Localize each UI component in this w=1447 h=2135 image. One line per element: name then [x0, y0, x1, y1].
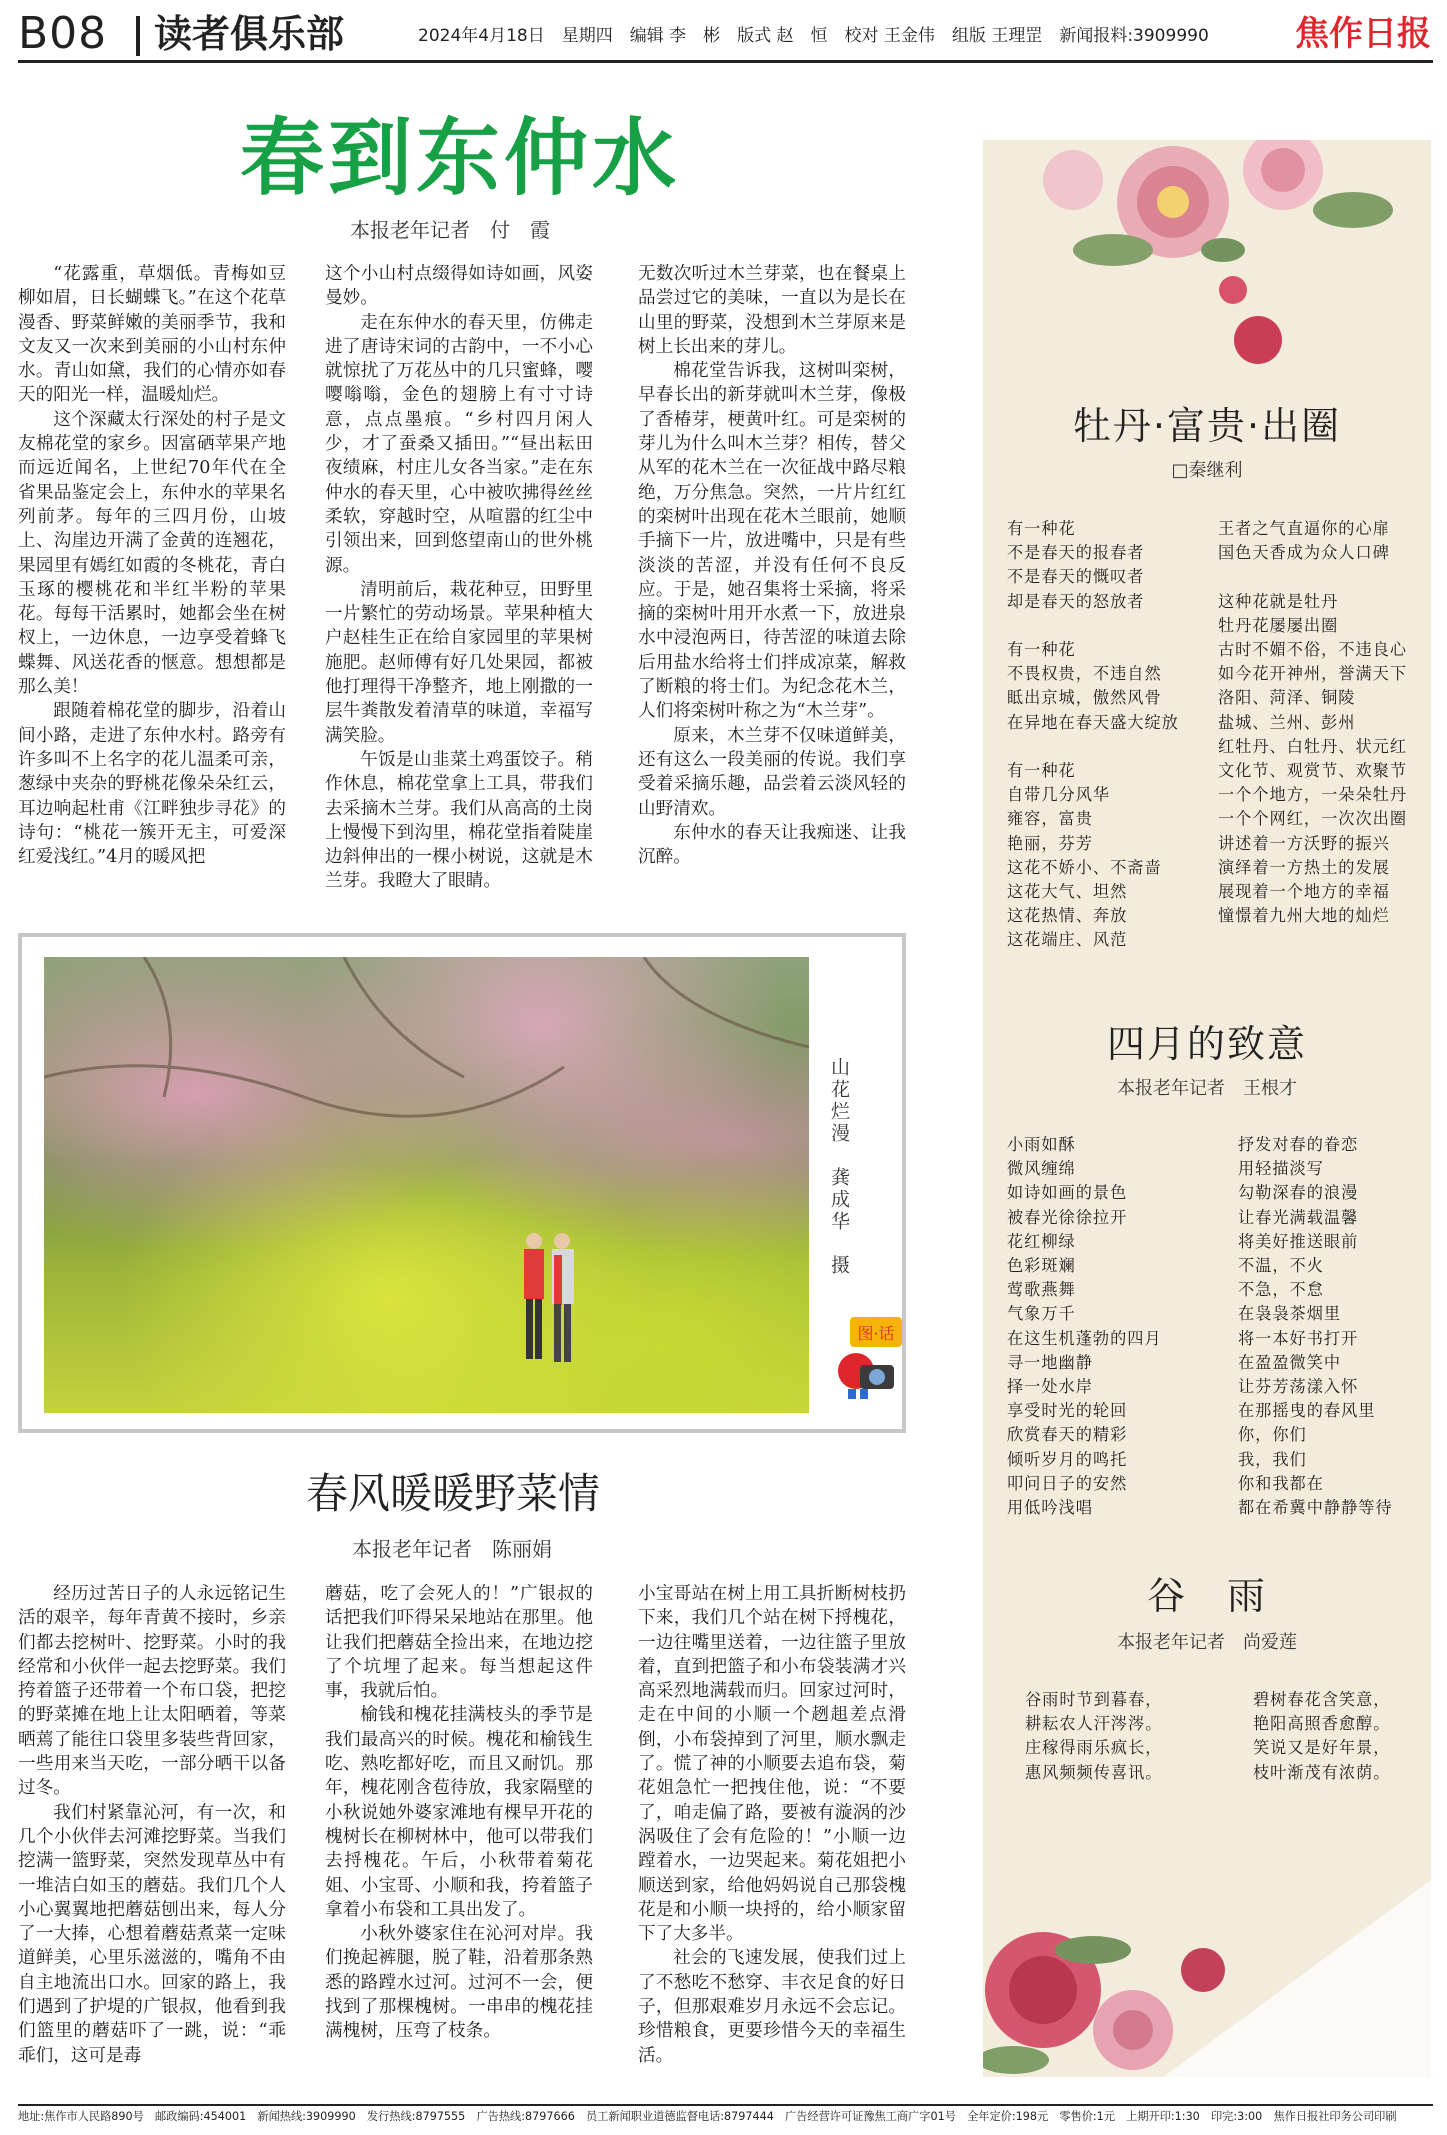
- poem-text-right: 王者之气直逼你的心扉 国色天香成为众人口碑 这种花就是牡丹 牡丹花屡屡出圈 古时不媚不俗，不违良心 如今花开神州，誉满天下 洛阳、菏泽、铜陵 盐城、兰州、彭州 红牡丹、白牡丹、状元红 文化节、观赏节、欢聚节 一个个地方，一朵朵牡丹 一个个网红，一次次出圈 讲述着一方沃野的振兴 演绎着一方热土的发展 展现着一个地方的幸福 憧憬着九州大地的灿烂: [1218, 519, 1408, 926]
- edition-info: 2024年4月18日 星期四 编辑 李 彬 版式 赵 恒 校对 王金伟 组版 王理罡 新闻报料:3909990: [418, 26, 1209, 46]
- page-header: [18, 10, 1433, 63]
- article-column-3: [638, 1582, 906, 2068]
- paragraph: 社会的飞速发展，使我们过上了不愁吃不愁穿、丰衣足食的好日子，但那艰难岁月永远不会忘记。珍惜粮食，更要珍惜今天的幸福生活。: [638, 1948, 906, 2066]
- paragraph: “花露重，草烟低。青梅如豆柳如眉，日长蝴蝶飞。”在这个花草漫香、野菜鲜嫩的美丽季节，我和文友又一次来到美丽的小山村东仲水。青山如黛，我们的心情亦如春天的阳光一样，温暖灿烂。: [18, 264, 286, 406]
- article-column-1: [18, 262, 286, 869]
- tree-branches: [44, 957, 809, 1413]
- two-women-figures: [514, 1225, 584, 1375]
- paragraph: 走在东仲水的春天里，仿佛走进了唐诗宋词的古韵中，一不小心就惊扰了万花丛中的几只蜜蜂，嘤嘤嗡嗡，金色的翅膀上有寸寸诗意，点点墨痕。“乡村四月闲人少，才了蚕桑又插田。”“昼出耘田夜绩麻，村庄儿女各当家。”走在东仲水的春天里，心中被吹拂得丝丝柔软，穿越时空，从喧嚣的红尘中引领出来，回到悠望南山的世外桃源。: [325, 312, 593, 576]
- photo-box: [18, 933, 906, 1433]
- paragraph: 清明前后，栽花种豆，田野里一片繁忙的劳动场景。苹果种植大户赵桂生正在给自家园里的苹果树施肥。赵师傅有好几处果园，都被他打理得干净整齐，地上刚撒的一层牛粪散发着清草的味道，幸福写满笑脸。: [325, 579, 593, 746]
- paragraph: 无数次听过木兰芽菜，也在餐桌上品尝过它的美味，一直以为是长在山里的野菜，没想到木兰芽原来是树上长出来的芽儿。: [638, 264, 906, 357]
- page-number: B08: [18, 8, 108, 59]
- poem-text-left: 小雨如酥 微风缠绵 如诗如画的景色 被春光徐徐拉开 花红柳绿 色彩斑斓 莺歌燕舞 气象万千 在这生机蓬勃的四月 寻一地幽静 择一处水岸 享受时光的轮回 欣赏春天的精彩 倾听岁月的鸣托 叩问日子的安然 用低吟浅唱: [1007, 1135, 1162, 1518]
- poem-title: 牡丹·富贵·出圈: [1072, 404, 1342, 448]
- paragraph: 东仲水的春天让我痴迷、让我沉醉。: [638, 822, 906, 868]
- poem-text-left: 有一种花 不是春天的报春者 不是春天的慨叹者 却是春天的怒放者 有一种花 不畏权贵，不违自然 眡出京城，傲然风骨 在异地在春天盛大绽放 有一种花 自带几分风华 雍容，富贵 艳丽，芬芳 这花不娇小、不斋啬 这花大气、坦然 这花热情、奔放 这花端庄、风范: [1007, 519, 1179, 950]
- poem-author: 本报老年记者 尚爱莲: [1117, 1632, 1297, 1653]
- article-title: 春到东仲水: [240, 109, 681, 207]
- article-column-2: [325, 1582, 593, 2044]
- poem-text-right: 抒发对春的眷恋 用轻描淡写 勾勒深春的浪漫 让春光满载温馨 将美好推送眼前 不温，不火 不急，不怠 在袅袅茶烟里 将一本好书打开 在盈盈微笑中 让芬芳荡漾入怀 在那摇曳的春风里 你，你们 我，我们 你和我都在 都在希冀中静静等待: [1238, 1135, 1393, 1518]
- paragraph: 榆钱和槐花挂满枝头的季节是我们最高兴的时候。槐花和榆钱生吃、熟吃都好吃，而且又耐饥。那年，槐花刚含苞待放，我家隔壁的小秋说她外婆家滩地有棵早开花的槐树长在柳树林中，他可以带我们去捋槐花。午后，小秋带着菊花姐、小宝哥、小顺和我，挎着篮子拿着小布袋和工具出发了。: [325, 1705, 593, 1920]
- paragraph: 棉花堂告诉我，这树叫栾树，早春长出的新芽就叫木兰芽，像极了香椿芽，梗黄叶红。可是栾树的芽儿为什么叫木兰芽？相传，替父从军的花木兰在一次征战中路尽粮绝，万分焦急。突然，一片片红红的栾树叶出现在花木兰眼前，她顺手摘下一片，放进嘴中，只是有些淡淡的苦涩，并没有任何不良反应。于是，她召集将士采摘，将采摘的栾树叶用开水煮一下，放进泉水中浸泡两日，待苦涩的味道去除后用盐水给将士们拌成凉菜，解救了断粮的将士们。为纪念花木兰，人们将栾树叶称之为“木兰芽”。: [638, 361, 906, 722]
- paragraph: 蘑菇，吃了会死人的！”广银叔的话把我们吓得呆呆地站在那里。他让我们把蘑菇全捡出来，在地边挖了个坑埋了起来。每当想起这件事，我就后怕。: [325, 1584, 593, 1702]
- camera-mascot-icon: [834, 1315, 904, 1401]
- section-title: 读者俱乐部: [154, 12, 345, 56]
- paragraph: 经历过苦日子的人永远铭记生活的艰辛，每年青黄不接时，乡亲们都去挖树叶、挖野菜。小时的我经常和小伙伴一起去挖野菜。我们挎着篮子还带着一个布口袋，把挖的野菜摊在地上让太阳晒着，等菜晒蔫了能往口袋里多装些背回家，一些用来当天吃，一部分晒干以备过冬。: [18, 1584, 286, 1799]
- newspaper-logo: 焦作日报: [1295, 14, 1431, 54]
- paragraph: 这个深藏太行深处的村子是文友棉花堂的家乡。因富硒苹果产地而远近闻名，上世纪70年代在全省果品鉴定会上，东仲水的苹果名列前茅。每年的三四月份，山坡上、沟崖边开满了金黄的连翘花，果园里有嫣红如霞的冬桃花，青白玉琢的樱桃花和半红半粉的苹果花。每每干活累时，她都会坐在树杈上，一边休息，一边享受着蜂飞蝶舞、风送花香的惬意。想想都是那么美！: [18, 409, 286, 698]
- page-footer: 地址:焦作市人民路890号 邮政编码:454001 新闻热线:3909990 发行热线:8797555 广告热线:8797666 员工新闻职业道德监督电话:8797444 广告经营许可证豫焦工商广字01号 全年定价:198元 零售价:1元 上期开印:1:30 印完:3:00 焦作日报社印务公司印刷: [18, 2104, 1433, 2128]
- paragraph: 这个小山村点缀得如诗如画，风姿曼妙。: [325, 264, 593, 309]
- poetry-panel: [983, 140, 1431, 2077]
- paragraph: 我们村紧靠沁河，有一次，和几个小伙伴去河滩挖野菜。当我们挖满一篮野菜，突然发现草丛中有一堆洁白如玉的蘑菇。我们几个人小心翼翼地把蘑菇刨出来，每人分了一大捧，心想着蘑菇煮菜一定味道鲜美，心里乐滋滋的，嘴角不由自主地流出口水。回家的路上，我们遇到了护堤的广银叔，他看到我们篮里的蘑菇吓了一跳，说：“乖乖们，这可是毒: [18, 1802, 286, 2066]
- landscape-photo: [44, 957, 809, 1413]
- article-column-2: [325, 262, 593, 894]
- paragraph: 原来，木兰芽不仅味道鲜美，还有这么一段美丽的传说。我们享受着采摘乐趣，品尝着云淡风轻的山野清欢。: [638, 725, 906, 819]
- paragraph: 跟随着棉花堂的脚步，沿着山间小路，走进了东仲水村。路旁有许多叫不上名字的花儿温柔可亲，葱绿中夹杂的野桃花像朵朵红云，耳边响起杜甫《江畔独步寻花》的诗句：“桃花一簇开无主，可爱深红爱浅红。”4月的暖风把: [18, 701, 286, 868]
- paragraph: 午饭是山韭菜土鸡蛋饺子。稍作休息，棉花堂拿上工具，带我们去采摘木兰芽。我们从高高的土岗上慢慢下到沟里，棉花堂指着陡崖边斜伸出的一棵小树说，这就是木兰芽。我瞪大了眼睛。: [325, 749, 593, 892]
- paragraph: 小秋外婆家住在沁河对岸。我们挽起裤腿，脱了鞋，沿着那条熟悉的路蹚水过河。过河不一会，便找到了那棵槐树。一串串的槐花挂满槐树，压弯了枝条。: [325, 1924, 593, 2042]
- peony-illustration-top: [983, 140, 1431, 390]
- poem-title: 谷 雨: [1146, 1574, 1267, 1618]
- article-title: 春风暖暖野菜情: [306, 1469, 601, 1518]
- article-byline: 本报老年记者 陈丽娟: [352, 1537, 552, 1561]
- article-byline: 本报老年记者 付 霞: [350, 218, 550, 242]
- badge-text: 图·话: [857, 1324, 895, 1343]
- article-column-3: [638, 262, 906, 869]
- paragraph: 小宝哥站在树上用工具折断树枝扔下来，我们几个站在树下捋槐花，一边往嘴里送着，一边往篮子里放着，直到把篮子和小布袋装满才兴高采烈地满载而归。回家过河时，走在中间的小顺一个趔趄差点滑倒，小布袋掉到了河里，顺水飘走了。慌了神的小顺要去追布袋，菊花姐急忙一把拽住他，说：“不要了，咱走偏了路，要被有漩涡的沙涡吸住了会有危险的！”小顺一边蹚着水，一边哭起来。菊花姐把小顺送到家，给他妈妈说自己那袋槐花是和小顺一块捋的，给小顺家留下了大多半。: [638, 1584, 906, 1945]
- poem-author: □秦继利: [1171, 460, 1243, 481]
- photo-caption: 山花烂漫 龚成华 摄: [828, 1057, 850, 1277]
- poem-author: 本报老年记者 王根才: [1117, 1078, 1297, 1099]
- header-divider: [136, 16, 140, 56]
- article-column-1: [18, 1582, 286, 2068]
- poem-title: 四月的致意: [1106, 1022, 1307, 1066]
- peony-illustration-bottom: [983, 1840, 1431, 2077]
- poem-text-right: 碧树春花含笑意， 艳阳高照香愈醇。 笑说又是好年景， 枝叶渐茂有浓荫。: [1253, 1690, 1391, 1782]
- poem-text-left: 谷雨时节到暮春， 耕耘农人汗涔涔。 庄稼得雨乐疯长， 惠风频频传喜讯。: [1025, 1690, 1163, 1782]
